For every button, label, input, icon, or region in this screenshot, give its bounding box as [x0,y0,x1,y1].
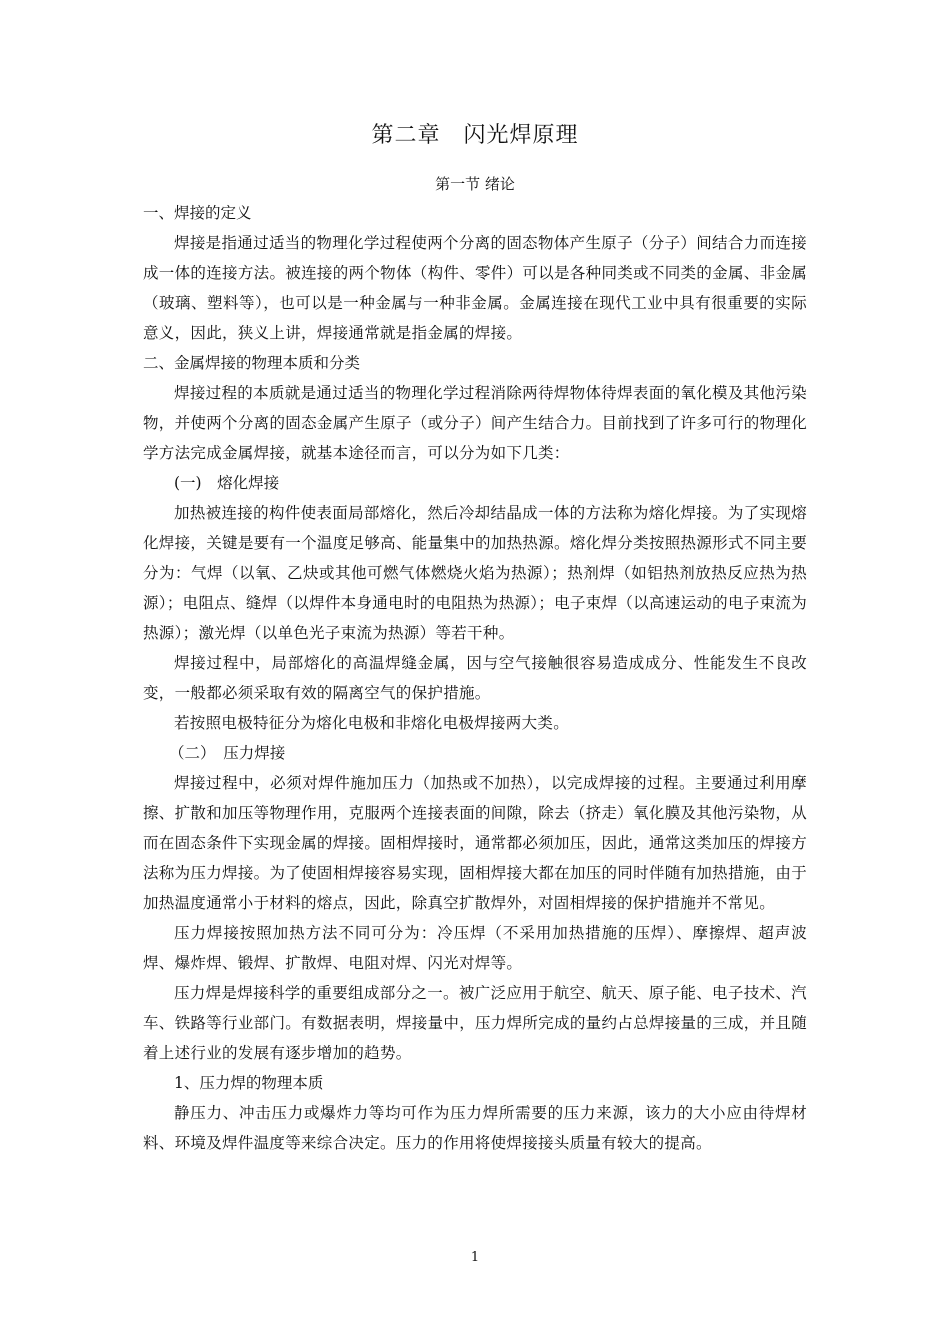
paragraph-pressure-source: 静压力、冲击压力或爆炸力等均可作为压力焊所需要的压力来源，该力的大小应由待焊材料、环境及焊件温度等来综合决定。压力的作用将使焊接接头质量有较大的提高。 [143,1104,807,1152]
heading-welding-definition: 一、焊接的定义 [143,204,252,222]
page-content [143,118,807,1158]
paragraph-pressure-welding: 焊接过程中，必须对焊件施加压力（加热或不加热），以完成焊接的过程。主要通过利用摩擦、扩散和加压等物理作用，克服两个连接表面的间隙，除去（挤走）氧化膜及其他污染物，从而在固态条件下实现金属的焊接。固相焊接时，通常都必须加压，因此，通常这类加压的焊接方法称为压力焊接。为了使固相焊接容易实现，固相焊接大都在加压的同时伴随有加热措施，由于加热温度通常小于材料的熔点，因此，除真空扩散焊外，对固相焊接的保护措施并不常见。 [143,774,807,912]
paragraph-welding-definition: 焊接是指通过适当的物理化学过程使两个分离的固态物体产生原子（分子）间结合力而连接成一体的连接方法。被连接的两个物体（构件、零件）可以是各种同类或不同类的金属、非金属（玻璃、塑料等），也可以是一种金属与一种非金属。金属连接在现代工业中具有很重要的实际意义，因此，狭义上讲，焊接通常就是指金属的焊接。 [143,234,807,342]
page-number: 1 [470,1250,480,1265]
paragraph-welding-nature: 焊接过程的本质就是通过适当的物理化学过程消除两待焊物体待焊表面的氧化模及其他污染物，并使两个分离的固态金属产生原子（或分子）间产生结合力。目前找到了许多可行的物理化学方法完成金属焊接，就基本途径而言，可以分为如下几类： [143,384,807,462]
chapter-title: 第二章 闪光焊原理 [371,123,579,148]
subheading-pressure-welding: （二） 压力焊接 [169,744,286,762]
paragraph-pressure-welding-application: 压力焊是焊接科学的重要组成部分之一。被广泛应用于航空、航天、原子能、电子技术、汽车、铁路等行业部门。有数据表明，焊接量中，压力焊所完成的量约占总焊接量的三成，并且随着上述行业的发展有逐步增加的趋势。 [143,984,807,1062]
paragraph-electrode-types: 若按照电极特征分为熔化电极和非熔化电极焊接两大类。 [174,714,570,732]
subheading-pressure-welding-nature: 1、压力焊的物理本质 [174,1074,324,1092]
subheading-fusion-welding: (一) 熔化焊接 [174,474,280,492]
paragraph-pressure-welding-types: 压力焊接按照加热方法不同可分为：冷压焊（不采用加热措施的压焊）、摩擦焊、超声波焊、爆炸焊、锻焊、扩散焊、电阻对焊、闪光对焊等。 [143,924,807,972]
heading-welding-nature-classification: 二、金属焊接的物理本质和分类 [143,354,361,372]
paragraph-fusion-protection: 焊接过程中，局部熔化的高温焊缝金属，因与空气接触很容易造成成分、性能发生不良改变，一般都必须采取有效的隔离空气的保护措施。 [143,654,807,702]
paragraph-fusion-welding: 加热被连接的构件使表面局部熔化，然后冷却结晶成一体的方法称为熔化焊接。为了实现熔化焊接，关键是要有一个温度足够高、能量集中的加热热源。熔化焊分类按照热源形式不同主要分为：气焊（以氧、乙炔或其他可燃气体燃烧火焰为热源）；热剂焊（如铝热剂放热反应热为热源）；电阻点、缝焊（以焊件本身通电时的电阻热为热源）；电子束焊（以高速运动的电子束流为热源）；激光焊（以单色光子束流为热源）等若干种。 [143,504,807,642]
section-title: 第一节 绪论 [435,175,515,193]
